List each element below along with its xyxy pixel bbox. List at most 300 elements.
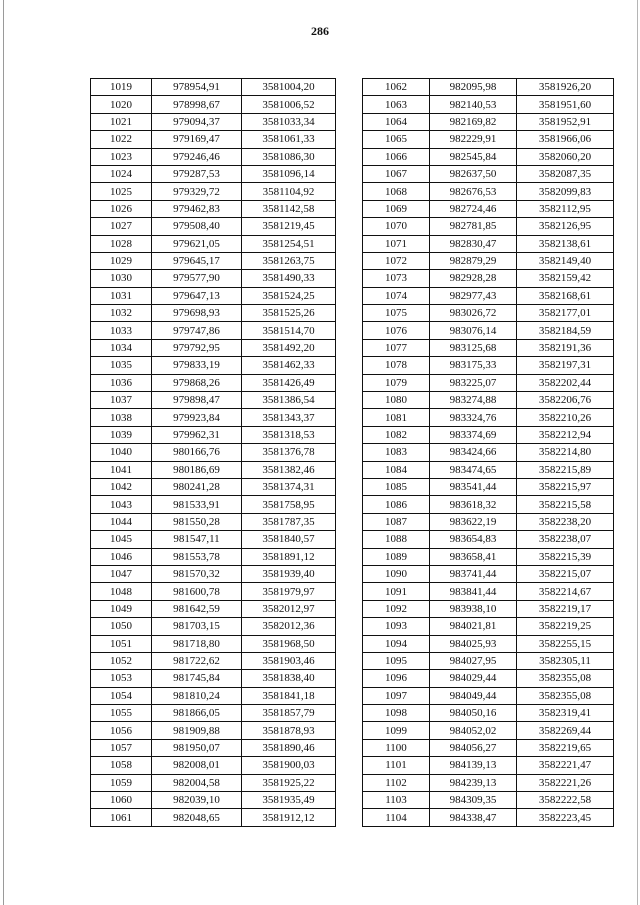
x-coordinate-cell: 979287,53 <box>152 165 242 182</box>
y-coordinate-cell: 3581952,91 <box>517 113 614 130</box>
point-number-cell: 1046 <box>91 548 152 565</box>
y-coordinate-cell: 3582012,36 <box>242 618 336 635</box>
table-row <box>363 583 614 600</box>
y-coordinate-cell: 3581925,22 <box>242 774 336 791</box>
x-coordinate-cell: 984027,95 <box>430 652 517 669</box>
table-row <box>91 739 336 756</box>
y-coordinate-cell: 3582214,67 <box>517 583 614 600</box>
table-row <box>363 79 614 96</box>
table-row <box>91 705 336 722</box>
x-coordinate-cell: 983374,69 <box>430 426 517 443</box>
y-coordinate-cell: 3582215,89 <box>517 461 614 478</box>
table-row <box>91 148 336 165</box>
table-row <box>91 131 336 148</box>
point-number-cell: 1037 <box>91 392 152 409</box>
x-coordinate-cell: 984052,02 <box>430 722 517 739</box>
y-coordinate-cell: 3581142,58 <box>242 200 336 217</box>
x-coordinate-cell: 979246,46 <box>152 148 242 165</box>
y-coordinate-cell: 3582219,25 <box>517 618 614 635</box>
coordinates-table-left <box>90 78 336 827</box>
point-number-cell: 1075 <box>363 305 430 322</box>
table-row <box>363 531 614 548</box>
table-row <box>363 774 614 791</box>
point-number-cell: 1058 <box>91 757 152 774</box>
x-coordinate-cell: 981866,05 <box>152 705 242 722</box>
x-coordinate-cell: 979647,13 <box>152 287 242 304</box>
table-row <box>91 565 336 582</box>
x-coordinate-cell: 979169,47 <box>152 131 242 148</box>
table-row <box>91 339 336 356</box>
scan-edge-left <box>3 0 4 905</box>
point-number-cell: 1079 <box>363 374 430 391</box>
y-coordinate-cell: 3581525,26 <box>242 305 336 322</box>
x-coordinate-cell: 979698,93 <box>152 305 242 322</box>
point-number-cell: 1087 <box>363 513 430 530</box>
point-number-cell: 1062 <box>363 79 430 96</box>
table-row <box>91 722 336 739</box>
x-coordinate-cell: 981547,11 <box>152 531 242 548</box>
x-coordinate-cell: 979094,37 <box>152 113 242 130</box>
y-coordinate-cell: 3582221,47 <box>517 757 614 774</box>
x-coordinate-cell: 981533,91 <box>152 496 242 513</box>
x-coordinate-cell: 983324,76 <box>430 409 517 426</box>
table-row <box>91 287 336 304</box>
point-number-cell: 1078 <box>363 357 430 374</box>
y-coordinate-cell: 3582138,61 <box>517 235 614 252</box>
point-number-cell: 1074 <box>363 287 430 304</box>
y-coordinate-cell: 3581939,40 <box>242 565 336 582</box>
table-row <box>363 392 614 409</box>
table-row <box>91 374 336 391</box>
y-coordinate-cell: 3582319,41 <box>517 705 614 722</box>
y-coordinate-cell: 3582099,83 <box>517 183 614 200</box>
y-coordinate-cell: 3581514,70 <box>242 322 336 339</box>
x-coordinate-cell: 983474,65 <box>430 461 517 478</box>
point-number-cell: 1040 <box>91 444 152 461</box>
y-coordinate-cell: 3582149,40 <box>517 252 614 269</box>
y-coordinate-cell: 3582221,26 <box>517 774 614 791</box>
y-coordinate-cell: 3581086,30 <box>242 148 336 165</box>
y-coordinate-cell: 3582202,44 <box>517 374 614 391</box>
y-coordinate-cell: 3582222,58 <box>517 792 614 809</box>
point-number-cell: 1028 <box>91 235 152 252</box>
point-number-cell: 1092 <box>363 600 430 617</box>
table-row <box>363 670 614 687</box>
y-coordinate-cell: 3581004,20 <box>242 79 336 96</box>
table-row <box>363 739 614 756</box>
x-coordinate-cell: 984056,27 <box>430 739 517 756</box>
x-coordinate-cell: 982928,28 <box>430 270 517 287</box>
table-row <box>363 705 614 722</box>
x-coordinate-cell: 983622,19 <box>430 513 517 530</box>
point-number-cell: 1026 <box>91 200 152 217</box>
point-number-cell: 1094 <box>363 635 430 652</box>
y-coordinate-cell: 3581903,46 <box>242 652 336 669</box>
table-row <box>363 131 614 148</box>
table-row <box>91 478 336 495</box>
page-number: 286 <box>311 24 329 38</box>
y-coordinate-cell: 3582238,20 <box>517 513 614 530</box>
x-coordinate-cell: 979923,84 <box>152 409 242 426</box>
x-coordinate-cell: 983175,33 <box>430 357 517 374</box>
table-row <box>91 270 336 287</box>
table-row <box>91 235 336 252</box>
table-row <box>91 687 336 704</box>
x-coordinate-cell: 982169,82 <box>430 113 517 130</box>
y-coordinate-cell: 3581857,79 <box>242 705 336 722</box>
table-row <box>363 96 614 113</box>
point-number-cell: 1035 <box>91 357 152 374</box>
table-row <box>91 670 336 687</box>
point-number-cell: 1029 <box>91 252 152 269</box>
table-row <box>363 270 614 287</box>
y-coordinate-cell: 3582191,36 <box>517 339 614 356</box>
point-number-cell: 1051 <box>91 635 152 652</box>
point-number-cell: 1052 <box>91 652 152 669</box>
x-coordinate-cell: 979792,95 <box>152 339 242 356</box>
x-coordinate-cell: 984338,47 <box>430 809 517 826</box>
x-coordinate-cell: 982140,53 <box>430 96 517 113</box>
y-coordinate-cell: 3582060,20 <box>517 148 614 165</box>
point-number-cell: 1090 <box>363 565 430 582</box>
point-number-cell: 1020 <box>91 96 152 113</box>
x-coordinate-cell: 979577,90 <box>152 270 242 287</box>
y-coordinate-cell: 3581900,03 <box>242 757 336 774</box>
x-coordinate-cell: 981810,24 <box>152 687 242 704</box>
y-coordinate-cell: 3582210,26 <box>517 409 614 426</box>
y-coordinate-cell: 3581912,12 <box>242 809 336 826</box>
x-coordinate-cell: 981950,07 <box>152 739 242 756</box>
y-coordinate-cell: 3581318,53 <box>242 426 336 443</box>
x-coordinate-cell: 983026,72 <box>430 305 517 322</box>
x-coordinate-cell: 984309,35 <box>430 792 517 809</box>
table-row <box>363 652 614 669</box>
table-row <box>91 113 336 130</box>
y-coordinate-cell: 3582355,08 <box>517 670 614 687</box>
table-row <box>91 513 336 530</box>
x-coordinate-cell: 981600,78 <box>152 583 242 600</box>
table-row <box>363 322 614 339</box>
table-row <box>91 461 336 478</box>
table-row <box>91 200 336 217</box>
y-coordinate-cell: 3581462,33 <box>242 357 336 374</box>
point-number-cell: 1043 <box>91 496 152 513</box>
point-number-cell: 1103 <box>363 792 430 809</box>
table-row <box>363 792 614 809</box>
y-coordinate-cell: 3581926,20 <box>517 79 614 96</box>
point-number-cell: 1072 <box>363 252 430 269</box>
x-coordinate-cell: 984021,81 <box>430 618 517 635</box>
table-row <box>91 635 336 652</box>
point-number-cell: 1024 <box>91 165 152 182</box>
y-coordinate-cell: 3582126,95 <box>517 218 614 235</box>
scan-edge-right <box>637 0 638 905</box>
x-coordinate-cell: 981703,15 <box>152 618 242 635</box>
y-coordinate-cell: 3581891,12 <box>242 548 336 565</box>
table-row <box>91 392 336 409</box>
point-number-cell: 1036 <box>91 374 152 391</box>
y-coordinate-cell: 3582214,80 <box>517 444 614 461</box>
point-number-cell: 1021 <box>91 113 152 130</box>
x-coordinate-cell: 983424,66 <box>430 444 517 461</box>
x-coordinate-cell: 981718,80 <box>152 635 242 652</box>
table-row <box>91 96 336 113</box>
y-coordinate-cell: 3581966,06 <box>517 131 614 148</box>
point-number-cell: 1027 <box>91 218 152 235</box>
x-coordinate-cell: 979508,40 <box>152 218 242 235</box>
table-row <box>363 496 614 513</box>
table-row <box>91 305 336 322</box>
point-number-cell: 1083 <box>363 444 430 461</box>
table-row <box>363 548 614 565</box>
point-number-cell: 1044 <box>91 513 152 530</box>
y-coordinate-cell: 3582219,17 <box>517 600 614 617</box>
point-number-cell: 1093 <box>363 618 430 635</box>
x-coordinate-cell: 983841,44 <box>430 583 517 600</box>
x-coordinate-cell: 979747,86 <box>152 322 242 339</box>
x-coordinate-cell: 982229,91 <box>430 131 517 148</box>
table-row <box>91 618 336 635</box>
y-coordinate-cell: 3581524,25 <box>242 287 336 304</box>
point-number-cell: 1050 <box>91 618 152 635</box>
y-coordinate-cell: 3582215,97 <box>517 478 614 495</box>
y-coordinate-cell: 3581376,78 <box>242 444 336 461</box>
x-coordinate-cell: 981550,28 <box>152 513 242 530</box>
table-row <box>363 513 614 530</box>
point-number-cell: 1031 <box>91 287 152 304</box>
point-number-cell: 1032 <box>91 305 152 322</box>
point-number-cell: 1069 <box>363 200 430 217</box>
table-row <box>363 426 614 443</box>
x-coordinate-cell: 981909,88 <box>152 722 242 739</box>
y-coordinate-cell: 3582112,95 <box>517 200 614 217</box>
x-coordinate-cell: 979329,72 <box>152 183 242 200</box>
y-coordinate-cell: 3581386,54 <box>242 392 336 409</box>
y-coordinate-cell: 3582212,94 <box>517 426 614 443</box>
table-row <box>363 565 614 582</box>
x-coordinate-cell: 983654,83 <box>430 531 517 548</box>
y-coordinate-cell: 3581426,49 <box>242 374 336 391</box>
y-coordinate-cell: 3581374,31 <box>242 478 336 495</box>
x-coordinate-cell: 984029,44 <box>430 670 517 687</box>
x-coordinate-cell: 984050,16 <box>430 705 517 722</box>
table-row <box>91 322 336 339</box>
x-coordinate-cell: 981553,78 <box>152 548 242 565</box>
y-coordinate-cell: 3581890,46 <box>242 739 336 756</box>
y-coordinate-cell: 3581951,60 <box>517 96 614 113</box>
y-coordinate-cell: 3581841,18 <box>242 687 336 704</box>
table-row <box>363 757 614 774</box>
x-coordinate-cell: 982637,50 <box>430 165 517 182</box>
table-row <box>91 409 336 426</box>
y-coordinate-cell: 3582087,35 <box>517 165 614 182</box>
point-number-cell: 1101 <box>363 757 430 774</box>
y-coordinate-cell: 3582177,01 <box>517 305 614 322</box>
point-number-cell: 1086 <box>363 496 430 513</box>
table-row <box>91 252 336 269</box>
table-row <box>363 444 614 461</box>
y-coordinate-cell: 3582215,39 <box>517 548 614 565</box>
point-number-cell: 1084 <box>363 461 430 478</box>
point-number-cell: 1077 <box>363 339 430 356</box>
point-number-cell: 1059 <box>91 774 152 791</box>
x-coordinate-cell: 983618,32 <box>430 496 517 513</box>
x-coordinate-cell: 983274,88 <box>430 392 517 409</box>
x-coordinate-cell: 981722,62 <box>152 652 242 669</box>
point-number-cell: 1081 <box>363 409 430 426</box>
point-number-cell: 1023 <box>91 148 152 165</box>
y-coordinate-cell: 3582206,76 <box>517 392 614 409</box>
point-number-cell: 1098 <box>363 705 430 722</box>
x-coordinate-cell: 982781,85 <box>430 218 517 235</box>
x-coordinate-cell: 979462,83 <box>152 200 242 217</box>
y-coordinate-cell: 3581343,37 <box>242 409 336 426</box>
table-row <box>363 235 614 252</box>
y-coordinate-cell: 3581968,50 <box>242 635 336 652</box>
y-coordinate-cell: 3582012,97 <box>242 600 336 617</box>
point-number-cell: 1080 <box>363 392 430 409</box>
point-number-cell: 1070 <box>363 218 430 235</box>
y-coordinate-cell: 3581979,97 <box>242 583 336 600</box>
point-number-cell: 1096 <box>363 670 430 687</box>
table-row <box>91 600 336 617</box>
x-coordinate-cell: 978954,91 <box>152 79 242 96</box>
y-coordinate-cell: 3581935,49 <box>242 792 336 809</box>
point-number-cell: 1067 <box>363 165 430 182</box>
y-coordinate-cell: 3581490,33 <box>242 270 336 287</box>
table-row <box>91 809 336 826</box>
table-row <box>91 757 336 774</box>
x-coordinate-cell: 979898,47 <box>152 392 242 409</box>
table-row <box>363 635 614 652</box>
point-number-cell: 1100 <box>363 739 430 756</box>
y-coordinate-cell: 3581061,33 <box>242 131 336 148</box>
point-number-cell: 1060 <box>91 792 152 809</box>
point-number-cell: 1049 <box>91 600 152 617</box>
y-coordinate-cell: 3581096,14 <box>242 165 336 182</box>
point-number-cell: 1055 <box>91 705 152 722</box>
point-number-cell: 1053 <box>91 670 152 687</box>
table-row <box>363 600 614 617</box>
point-number-cell: 1039 <box>91 426 152 443</box>
x-coordinate-cell: 983076,14 <box>430 322 517 339</box>
y-coordinate-cell: 3582269,44 <box>517 722 614 739</box>
x-coordinate-cell: 979833,19 <box>152 357 242 374</box>
point-number-cell: 1025 <box>91 183 152 200</box>
y-coordinate-cell: 3581758,95 <box>242 496 336 513</box>
point-number-cell: 1065 <box>363 131 430 148</box>
table-row <box>363 305 614 322</box>
x-coordinate-cell: 980166,76 <box>152 444 242 461</box>
point-number-cell: 1104 <box>363 809 430 826</box>
x-coordinate-cell: 979645,17 <box>152 252 242 269</box>
point-number-cell: 1054 <box>91 687 152 704</box>
table-row <box>363 165 614 182</box>
x-coordinate-cell: 980241,28 <box>152 478 242 495</box>
table-row <box>363 113 614 130</box>
table-row <box>363 722 614 739</box>
point-number-cell: 1034 <box>91 339 152 356</box>
x-coordinate-cell: 982676,53 <box>430 183 517 200</box>
point-number-cell: 1099 <box>363 722 430 739</box>
table-row <box>91 218 336 235</box>
table-row <box>363 618 614 635</box>
point-number-cell: 1042 <box>91 478 152 495</box>
x-coordinate-cell: 982879,29 <box>430 252 517 269</box>
table-row <box>91 792 336 809</box>
table-row <box>363 339 614 356</box>
table-row <box>363 200 614 217</box>
point-number-cell: 1041 <box>91 461 152 478</box>
table-row <box>363 357 614 374</box>
table-row <box>363 183 614 200</box>
table-row <box>363 218 614 235</box>
x-coordinate-cell: 982008,01 <box>152 757 242 774</box>
table-row <box>363 461 614 478</box>
point-number-cell: 1022 <box>91 131 152 148</box>
y-coordinate-cell: 3582238,07 <box>517 531 614 548</box>
point-number-cell: 1085 <box>363 478 430 495</box>
y-coordinate-cell: 3581787,35 <box>242 513 336 530</box>
x-coordinate-cell: 978998,67 <box>152 96 242 113</box>
table-row <box>363 287 614 304</box>
point-number-cell: 1066 <box>363 148 430 165</box>
point-number-cell: 1045 <box>91 531 152 548</box>
x-coordinate-cell: 984049,44 <box>430 687 517 704</box>
y-coordinate-cell: 3582255,15 <box>517 635 614 652</box>
point-number-cell: 1088 <box>363 531 430 548</box>
x-coordinate-cell: 983741,44 <box>430 565 517 582</box>
x-coordinate-cell: 983125,68 <box>430 339 517 356</box>
y-coordinate-cell: 3582184,59 <box>517 322 614 339</box>
x-coordinate-cell: 982724,46 <box>430 200 517 217</box>
point-number-cell: 1047 <box>91 565 152 582</box>
x-coordinate-cell: 984239,13 <box>430 774 517 791</box>
coordinates-table-right <box>362 78 614 827</box>
point-number-cell: 1068 <box>363 183 430 200</box>
y-coordinate-cell: 3581006,52 <box>242 96 336 113</box>
y-coordinate-cell: 3581492,20 <box>242 339 336 356</box>
x-coordinate-cell: 982545,84 <box>430 148 517 165</box>
y-coordinate-cell: 3582159,42 <box>517 270 614 287</box>
y-coordinate-cell: 3581840,57 <box>242 531 336 548</box>
y-coordinate-cell: 3582305,11 <box>517 652 614 669</box>
point-number-cell: 1076 <box>363 322 430 339</box>
point-number-cell: 1063 <box>363 96 430 113</box>
point-number-cell: 1071 <box>363 235 430 252</box>
point-number-cell: 1091 <box>363 583 430 600</box>
y-coordinate-cell: 3581382,46 <box>242 461 336 478</box>
table-row <box>91 496 336 513</box>
point-number-cell: 1038 <box>91 409 152 426</box>
point-number-cell: 1089 <box>363 548 430 565</box>
table-row <box>363 252 614 269</box>
x-coordinate-cell: 983225,07 <box>430 374 517 391</box>
y-coordinate-cell: 3581254,51 <box>242 235 336 252</box>
y-coordinate-cell: 3582215,58 <box>517 496 614 513</box>
x-coordinate-cell: 984025,93 <box>430 635 517 652</box>
y-coordinate-cell: 3581219,45 <box>242 218 336 235</box>
point-number-cell: 1097 <box>363 687 430 704</box>
x-coordinate-cell: 983541,44 <box>430 478 517 495</box>
point-number-cell: 1033 <box>91 322 152 339</box>
point-number-cell: 1064 <box>363 113 430 130</box>
point-number-cell: 1102 <box>363 774 430 791</box>
table-row <box>363 478 614 495</box>
x-coordinate-cell: 982004,58 <box>152 774 242 791</box>
point-number-cell: 1030 <box>91 270 152 287</box>
x-coordinate-cell: 981745,84 <box>152 670 242 687</box>
